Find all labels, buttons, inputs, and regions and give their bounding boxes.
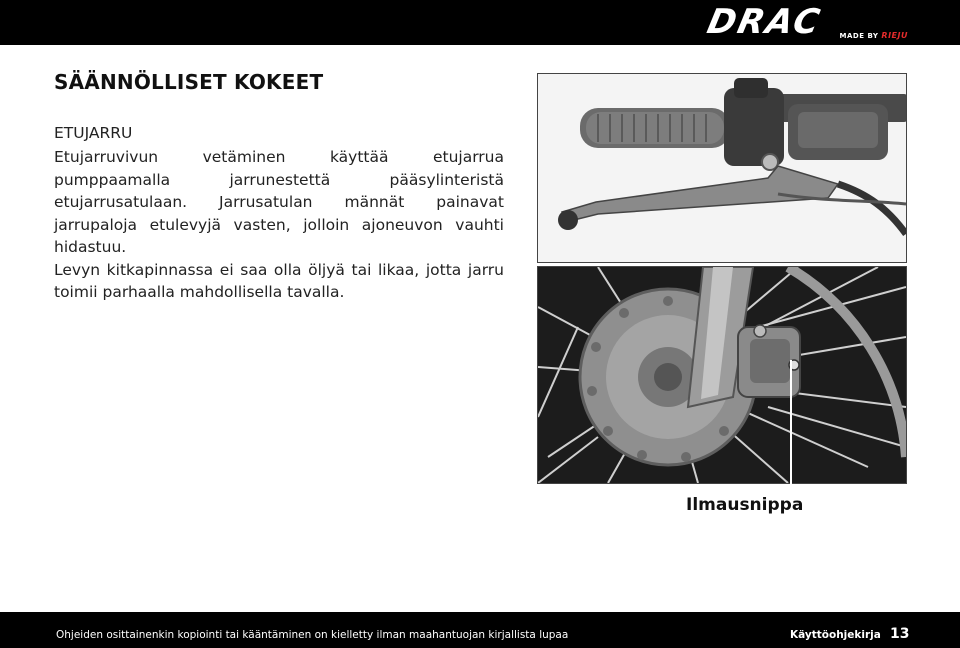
brake-lever-photo [537, 73, 907, 263]
logo-word: DRAC [703, 2, 825, 42]
footer-manual-label: Käyttöohjekirja [790, 629, 881, 641]
footer-copyright-notice: Ohjeiden osittainenkin kopiointi tai kääntäminen on kielletty ilman maahantuojan kirjallista lupaa [56, 629, 569, 641]
header-bar [0, 0, 960, 45]
paragraph-disc-surface: Levyn kitkapinnassa ei saa olla öljyä tai likaa, jotta jarru toimii parhaalla mahdollisella tavalla. [54, 260, 504, 301]
brake-lever-illustration [538, 74, 906, 262]
page-number: 13 [890, 626, 910, 642]
logo-tagline-text: MADE BY [839, 32, 879, 40]
body-text [54, 146, 504, 304]
paragraph-brake-function: Etujarruvivun vetäminen käyttää etujarrua pumppaamalla jarrunestettä pääsylinteristä etujarrusatulaan. Jarrusatulan männät painavat jarrupaloja etulevyjä vasten, jolloin ajoneuvon vauhti hidastuu. [54, 148, 504, 256]
drac-logo [703, 2, 908, 42]
logo-brand: RIEJU [881, 31, 908, 40]
brake-caliper-illustration [538, 267, 906, 483]
section-heading: ETUJARRU [54, 124, 133, 142]
page-title: SÄÄNNÖLLISET KOKEET [54, 70, 324, 94]
brake-caliper-photo [537, 266, 907, 484]
footer-bar [0, 612, 960, 648]
photo-caption: Ilmausnippa [686, 495, 804, 515]
caption-pointer-line [788, 360, 794, 488]
logo-tagline [840, 31, 908, 40]
